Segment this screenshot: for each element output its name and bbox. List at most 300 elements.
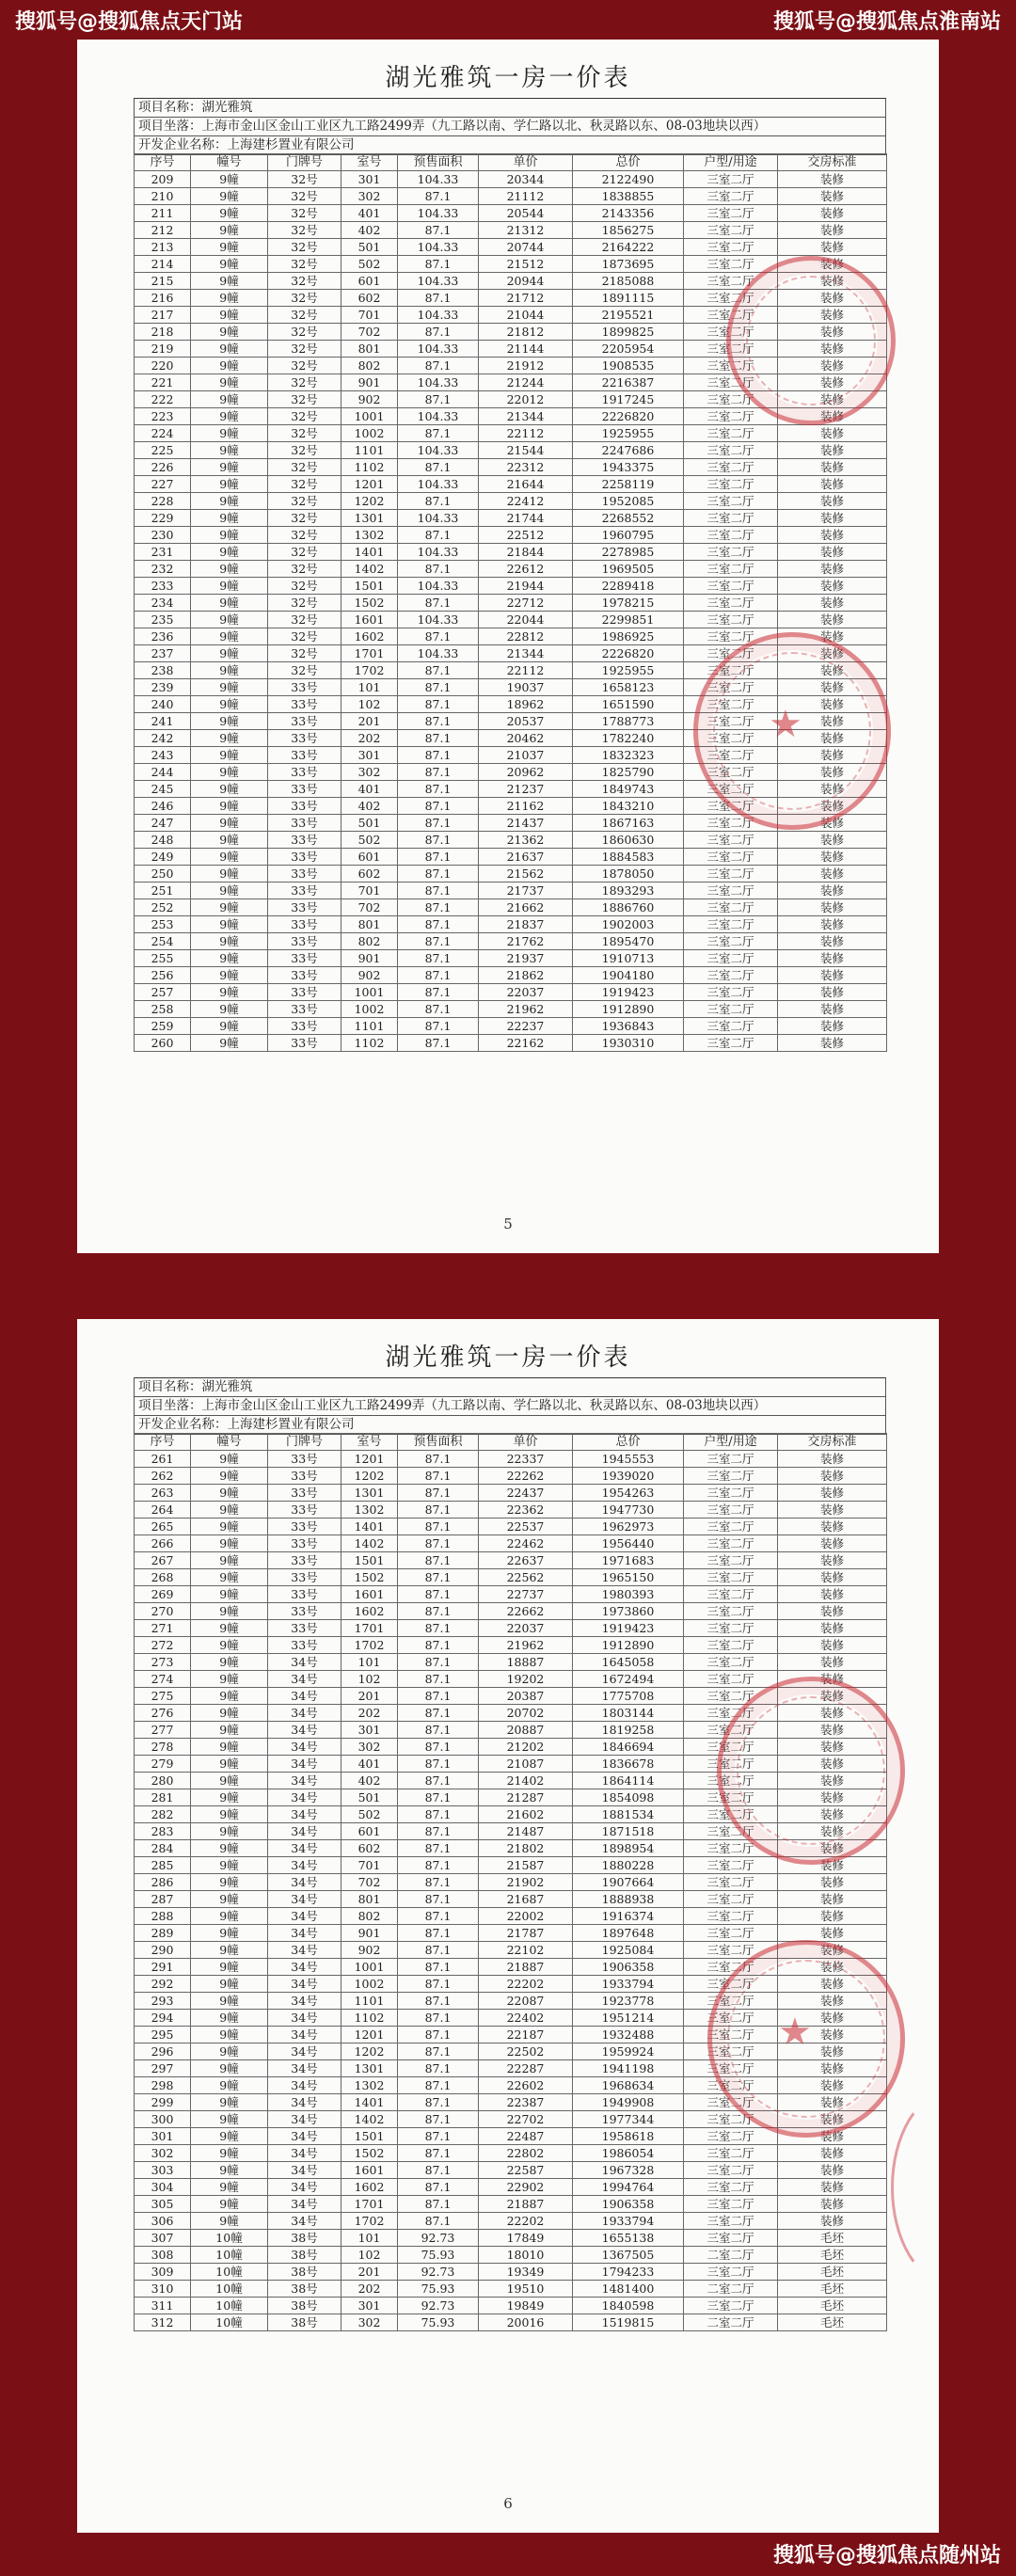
table-cell: 34号 [268,2196,341,2213]
table-cell: 三室二厅 [684,1018,778,1035]
table-cell: 三室二厅 [684,1806,778,1823]
table-cell: 1978215 [573,595,684,612]
table-cell: 104.33 [398,510,479,527]
table-cell: 33号 [268,984,341,1001]
table-cell: 装修 [778,1586,887,1603]
table-cell: 231 [135,544,191,561]
table-cell: 801 [341,1891,398,1908]
table-cell: 9幢 [191,781,268,798]
table-cell: 87.1 [398,1519,479,1535]
table-cell: 235 [135,612,191,628]
table-cell: 32号 [268,662,341,679]
table-cell: 装修 [778,1502,887,1519]
table-cell: 1897648 [573,1925,684,1942]
table-cell: 装修 [778,578,887,595]
table-row [135,1756,887,1773]
column-header: 预售面积 [398,1434,479,1451]
table-cell: 602 [341,290,398,307]
table-cell: 1655138 [573,2230,684,2247]
table-cell: 三室二厅 [684,510,778,527]
table-cell: 271 [135,1620,191,1637]
table-cell: 1601 [341,1586,398,1603]
table-row [135,171,887,188]
table-cell: 9幢 [191,1789,268,1806]
table-cell: 104.33 [398,645,479,662]
table-cell: 87.1 [398,2094,479,2111]
table-cell: 三室二厅 [684,1739,778,1756]
table-cell: 34号 [268,2111,341,2128]
table-cell: 227 [135,476,191,493]
table-cell: 224 [135,425,191,442]
table-cell: 9幢 [191,2179,268,2196]
table-cell: 307 [135,2230,191,2247]
table-cell: 290 [135,1942,191,1959]
table-cell: 1202 [341,1468,398,1485]
table-cell: 22387 [479,2094,573,2111]
table-cell: 三室二厅 [684,679,778,696]
table-row [135,764,887,781]
table-cell: 1794233 [573,2264,684,2281]
table-cell: 三室二厅 [684,578,778,595]
table-cell: 22112 [479,425,573,442]
table-cell: 三室二厅 [684,1001,778,1018]
table-cell: 装修 [778,1035,887,1052]
table-cell: 9幢 [191,916,268,933]
table-cell: 1973860 [573,1603,684,1620]
table-cell: 21812 [479,324,573,341]
table-cell: 9幢 [191,1519,268,1535]
table-cell: 装修 [778,1976,887,1993]
table-row [135,1823,887,1840]
table-row [135,1942,887,1959]
table-cell: 9幢 [191,2027,268,2043]
table-cell: 三室二厅 [684,832,778,849]
table-cell: 802 [341,358,398,374]
table-cell: 装修 [778,1874,887,1891]
table-cell: 32号 [268,578,341,595]
table-cell: 9幢 [191,239,268,256]
table-cell: 92.73 [398,2230,479,2247]
table-cell: 三室二厅 [684,341,778,358]
table-cell: 三室二厅 [684,1502,778,1519]
table-cell: 21962 [479,1637,573,1654]
table-cell: 306 [135,2213,191,2230]
table-cell: 9幢 [191,1671,268,1688]
table-cell: 402 [341,1773,398,1789]
table-cell: 1860630 [573,832,684,849]
table-cell: 87.1 [398,2077,479,2094]
table-row [135,205,887,222]
table-cell: 276 [135,1705,191,1722]
table-cell: 三室二厅 [684,628,778,645]
table-cell: 装修 [778,1806,887,1823]
table-cell: 三室二厅 [684,849,778,866]
table-cell: 202 [341,1705,398,1722]
table-cell: 9幢 [191,1586,268,1603]
table-cell: 9幢 [191,1976,268,1993]
table-cell: 301 [135,2128,191,2145]
table-cell: 87.1 [398,459,479,476]
table-cell: 32号 [268,544,341,561]
table-cell: 21937 [479,950,573,967]
table-cell: 22502 [479,2043,573,2060]
table-cell: 18010 [479,2247,573,2264]
table-cell: 1925955 [573,662,684,679]
table-cell: 三室二厅 [684,798,778,815]
table-cell: 87.1 [398,1925,479,1942]
table-cell: 34号 [268,2010,341,2027]
table-cell: 22087 [479,1993,573,2010]
table-cell: 87.1 [398,764,479,781]
table-cell: 三室二厅 [684,747,778,764]
table-cell: 1402 [341,561,398,578]
table-cell: 9幢 [191,188,268,205]
table-row [135,307,887,324]
table-cell: 装修 [778,1620,887,1637]
table-cell: 702 [341,1874,398,1891]
table-cell: 装修 [778,442,887,459]
table-cell: 19349 [479,2264,573,2281]
table-cell: 311 [135,2298,191,2314]
table-row [135,408,887,425]
table-cell: 装修 [778,425,887,442]
table-cell: 1302 [341,2077,398,2094]
table-row [135,2213,887,2230]
table-cell: 21037 [479,747,573,764]
table-cell: 22512 [479,527,573,544]
table-cell: 装修 [778,391,887,408]
table-cell: 装修 [778,307,887,324]
table-cell: 21044 [479,307,573,324]
table-cell: 1994764 [573,2179,684,2196]
table-cell: 33号 [268,696,341,713]
table-cell: 1101 [341,1018,398,1035]
table-row [135,1586,887,1603]
table-cell: 1965150 [573,1569,684,1586]
table-cell: 33号 [268,730,341,747]
table-cell: 1202 [341,2043,398,2060]
table-cell: 1923778 [573,1993,684,2010]
table-row [135,1840,887,1857]
table-cell: 1302 [341,1502,398,1519]
table-cell: 87.1 [398,1586,479,1603]
table-cell: 9幢 [191,2162,268,2179]
table-cell: 9幢 [191,764,268,781]
table-cell: 256 [135,967,191,984]
table-cell: 19037 [479,679,573,696]
table-cell: 装修 [778,662,887,679]
table-cell: 87.1 [398,2145,479,2162]
table-cell: 87.1 [398,713,479,730]
table-cell: 288 [135,1908,191,1925]
table-cell: 219 [135,341,191,358]
table-cell: 264 [135,1502,191,1519]
table-cell: 装修 [778,1789,887,1806]
watermark-top-right: 搜狐号@搜狐焦点淮南站 [772,10,1001,34]
table-cell: 1803144 [573,1705,684,1722]
table-cell: 21844 [479,544,573,561]
table-row [135,391,887,408]
table-cell: 1916374 [573,1908,684,1925]
table-cell: 87.1 [398,1789,479,1806]
table-cell: 20702 [479,1705,573,1722]
table-cell: 33号 [268,883,341,899]
table-cell: 装修 [778,374,887,391]
table-row [135,1891,887,1908]
table-cell: 21487 [479,1823,573,1840]
table-cell: 三室二厅 [684,2128,778,2145]
table-cell: 9幢 [191,527,268,544]
table-cell: 装修 [778,1671,887,1688]
table-cell: 9幢 [191,849,268,866]
table-cell: 87.1 [398,1535,479,1552]
table-cell: 1986054 [573,2145,684,2162]
table-cell: 装修 [778,595,887,612]
project-info [134,98,886,155]
table-cell: 1201 [341,1451,398,1468]
table-cell: 三室二厅 [684,307,778,324]
table-cell: 1101 [341,442,398,459]
table-cell: 22202 [479,1976,573,1993]
table-cell: 1933794 [573,1976,684,1993]
table-cell: 1481400 [573,2281,684,2298]
table-cell: 87.1 [398,2213,479,2230]
partial-seal-arc [891,2091,1009,2284]
table-cell: 87.1 [398,798,479,815]
table-cell: 21244 [479,374,573,391]
table-cell: 9幢 [191,832,268,849]
table-cell: 18962 [479,696,573,713]
table-cell: 87.1 [398,696,479,713]
table-cell: 三室二厅 [684,1603,778,1620]
table-cell: 三室二厅 [684,1908,778,1925]
column-header: 户型/用途 [684,1434,778,1451]
table-cell: 装修 [778,832,887,849]
table-row [135,2094,887,2111]
table-cell: 87.1 [398,1620,479,1637]
column-header: 序号 [135,1434,191,1451]
table-cell: 261 [135,1451,191,1468]
table-cell: 22202 [479,2213,573,2230]
table-cell: 296 [135,2043,191,2060]
table-cell: 1645058 [573,1654,684,1671]
table-cell: 33号 [268,849,341,866]
table-cell: 三室二厅 [684,2196,778,2213]
table-cell: 1840598 [573,2298,684,2314]
table-cell: 22412 [479,493,573,510]
table-cell: 238 [135,662,191,679]
table-cell: 三室二厅 [684,1722,778,1739]
table-cell: 1943375 [573,459,684,476]
table-cell: 32号 [268,358,341,374]
table-cell: 32号 [268,341,341,358]
table-row [135,984,887,1001]
table-cell: 87.1 [398,425,479,442]
table-cell: 32号 [268,425,341,442]
table-header-row [135,1434,887,1451]
table-row [135,256,887,273]
table-row [135,950,887,967]
table-cell: 1956440 [573,1535,684,1552]
table-cell: 装修 [778,1535,887,1552]
column-header: 总价 [573,154,684,171]
table-cell: 21312 [479,222,573,239]
table-cell: 38号 [268,2314,341,2331]
table-row [135,1959,887,1976]
table-cell: 308 [135,2247,191,2264]
table-cell: 87.1 [398,1756,479,1773]
table-cell: 装修 [778,459,887,476]
table-cell: 9幢 [191,510,268,527]
table-row [135,374,887,391]
table-cell: 33号 [268,1018,341,1035]
table-cell: 401 [341,1756,398,1773]
table-cell: 10幢 [191,2230,268,2247]
table-cell: 2299851 [573,612,684,628]
table-cell: 1884583 [573,849,684,866]
table-cell: 1962973 [573,1519,684,1535]
table-cell: 34号 [268,1840,341,1857]
table-cell: 装修 [778,2162,887,2179]
table-cell: 1899825 [573,324,684,341]
table-cell: 92.73 [398,2298,479,2314]
table-cell: 34号 [268,1773,341,1789]
table-cell: 9幢 [191,544,268,561]
table-cell: 9幢 [191,747,268,764]
table-cell: 装修 [778,798,887,815]
table-cell: 1601 [341,2162,398,2179]
table-cell: 21237 [479,781,573,798]
table-cell: 三室二厅 [684,2043,778,2060]
table-cell: 二室二厅 [684,2314,778,2331]
table-cell: 二室二厅 [684,2281,778,2298]
table-cell: 9幢 [191,645,268,662]
table-cell: 9幢 [191,290,268,307]
table-cell: 229 [135,510,191,527]
table-cell: 292 [135,1976,191,1993]
table-cell: 9幢 [191,628,268,645]
project-location: 项目坐落：上海市金山区金山工业区九工路2499弄（九工路以南、学仁路以北、秋灵路以东、08-03地块以西） [134,1397,886,1416]
table-cell: 33号 [268,866,341,883]
table-cell: 102 [341,1671,398,1688]
table-cell: 32号 [268,171,341,188]
table-cell: 104.33 [398,476,479,493]
table-cell: 2195521 [573,307,684,324]
table-cell: 1672494 [573,1671,684,1688]
table-cell: 802 [341,1908,398,1925]
table-cell: 1960795 [573,527,684,544]
table-cell: 21712 [479,290,573,307]
table-cell: 20537 [479,713,573,730]
table-cell: 三室二厅 [684,2145,778,2162]
table-cell: 32号 [268,307,341,324]
table-cell: 装修 [778,341,887,358]
table-cell: 9幢 [191,2111,268,2128]
table-cell: 9幢 [191,2128,268,2145]
table-cell: 装修 [778,764,887,781]
table-cell: 33号 [268,1451,341,1468]
table-cell: 33号 [268,1519,341,1535]
table-row [135,781,887,798]
table-cell: 232 [135,561,191,578]
table-cell: 9幢 [191,391,268,408]
table-cell: 1001 [341,408,398,425]
column-header: 单价 [479,154,573,171]
table-cell: 22437 [479,1485,573,1502]
table-cell: 装修 [778,476,887,493]
table-cell: 9幢 [191,967,268,984]
table-cell: 三室二厅 [684,561,778,578]
table-cell: 21344 [479,408,573,425]
table-row [135,324,887,341]
table-cell: 装修 [778,561,887,578]
table-cell: 32号 [268,459,341,476]
table-cell: 三室二厅 [684,781,778,798]
table-cell: 32号 [268,290,341,307]
table-cell: 9幢 [191,1925,268,1942]
table-cell: 87.1 [398,1891,479,1908]
table-cell: 101 [341,2230,398,2247]
table-row [135,1688,887,1705]
table-cell: 22637 [479,1552,573,1569]
table-row [135,713,887,730]
table-cell: 22902 [479,2179,573,2196]
table-cell: 1912890 [573,1001,684,1018]
table-cell: 三室二厅 [684,1485,778,1502]
table-cell: 34号 [268,1976,341,1993]
table-cell: 297 [135,2060,191,2077]
table-cell: 1601 [341,612,398,628]
table-cell: 75.93 [398,2247,479,2264]
table-cell: 216 [135,290,191,307]
table-cell: 32号 [268,628,341,645]
table-cell: 9幢 [191,1840,268,1857]
table-cell: 装修 [778,1959,887,1976]
table-row [135,2162,887,2179]
table-cell: 三室二厅 [684,696,778,713]
table-cell: 三室二厅 [684,1671,778,1688]
table-cell: 装修 [778,645,887,662]
table-cell: 三室二厅 [684,2027,778,2043]
column-header: 预售面积 [398,154,479,171]
table-cell: 223 [135,408,191,425]
table-row [135,290,887,307]
table-cell: 32号 [268,256,341,273]
table-cell: 240 [135,696,191,713]
table-cell: 1849743 [573,781,684,798]
table-cell: 1838855 [573,188,684,205]
table-cell: 20016 [479,2314,573,2331]
table-cell: 三室二厅 [684,1942,778,1959]
table-cell: 294 [135,2010,191,2027]
table-cell: 87.1 [398,2196,479,2213]
table-cell: 21202 [479,1739,573,1756]
table-cell: 1502 [341,1569,398,1586]
table-cell: 装修 [778,967,887,984]
table-cell: 33号 [268,899,341,916]
table-cell: 9幢 [191,595,268,612]
table-cell: 1101 [341,1993,398,2010]
table-cell: 9幢 [191,984,268,1001]
table-cell: 1002 [341,1976,398,1993]
table-cell: 装修 [778,2196,887,2213]
table-row [135,1908,887,1925]
table-row [135,2247,887,2264]
table-cell: 310 [135,2281,191,2298]
table-cell: 9幢 [191,476,268,493]
table-cell: 装修 [778,2179,887,2196]
table-cell: 装修 [778,1451,887,1468]
